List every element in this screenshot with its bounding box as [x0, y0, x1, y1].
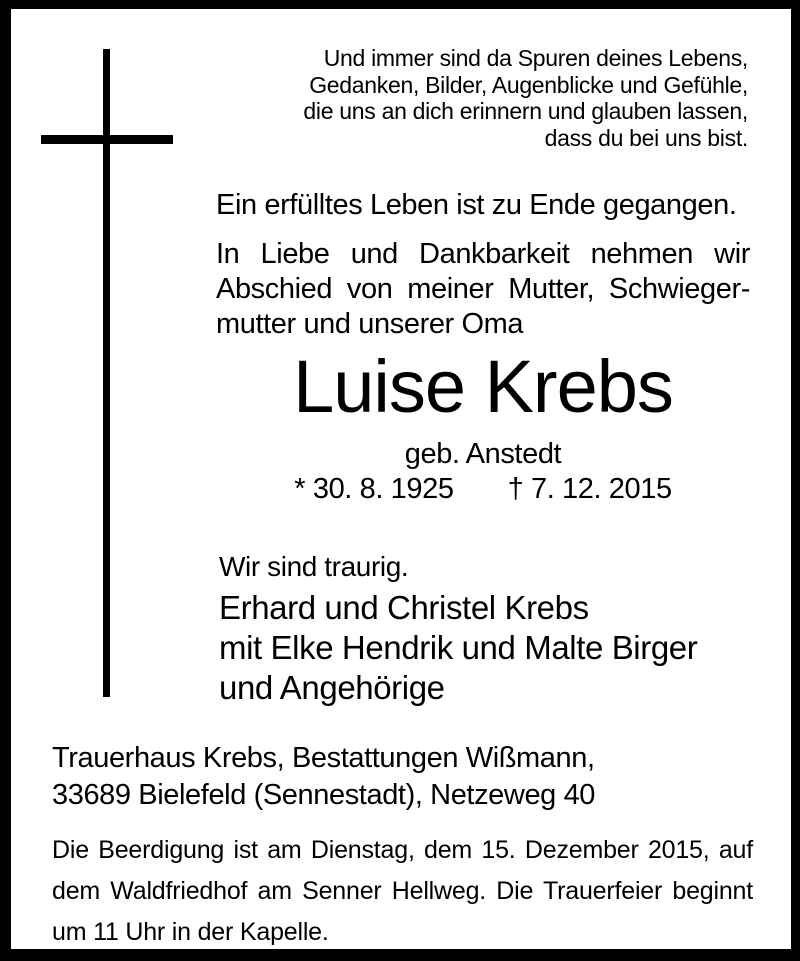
- verse-line: Gedanken, Bilder, Augenblicke und Gefühle,: [309, 71, 748, 98]
- burial-line: dem Waldfriedhof am Senner Hellweg. Die Trauerfeier beginnt: [52, 877, 753, 905]
- announcement-text: [216, 237, 750, 342]
- cross-horizontal-bar: [41, 135, 173, 144]
- funeral-home-address: [52, 740, 595, 814]
- verse-line: Und immer sind da Spuren deines Lebens,: [323, 45, 748, 71]
- burial-line: Die Beerdigung ist am Dienstag, dem 15. Dezember 2015, auf: [52, 836, 753, 864]
- birth-date: * 30. 8. 1925: [294, 473, 454, 505]
- burial-information: [52, 830, 753, 953]
- funeral-home-line: Trauerhaus Krebs, Bestattungen Wißmann,: [52, 742, 595, 774]
- mourner-line: und Angehörige: [219, 669, 445, 706]
- deceased-name: Luise Krebs: [293, 345, 673, 428]
- verse-line: die uns an dich erinnern und glauben lassen,: [303, 98, 748, 124]
- verse-line: dass du bei uns bist.: [544, 124, 748, 151]
- maiden-name: geb. Anstedt: [404, 438, 562, 470]
- announcement-line: Abschied von meiner Mutter, Schwieger-: [216, 273, 750, 305]
- funeral-home-line: 33689 Bielefeld (Sennestadt), Netzeweg 40: [52, 779, 596, 811]
- announcement-line: mutter und unserer Oma: [216, 308, 524, 340]
- life-dates: [216, 472, 750, 506]
- intro-statement: Ein erfülltes Leben ist zu Ende gegangen.: [216, 189, 737, 221]
- burial-line: um 11 Uhr in der Kapelle.: [52, 918, 329, 946]
- mourners-list: [219, 588, 697, 708]
- announcement-line: In Liebe und Dankbarkeit nehmen wir: [216, 238, 750, 270]
- mourner-line: mit Elke Hendrik und Malte Birger: [219, 629, 698, 666]
- memorial-verse: [303, 45, 748, 151]
- mourning-lead: Wir sind traurig.: [219, 551, 409, 582]
- cross-vertical-bar: [103, 49, 110, 697]
- death-date: † 7. 12. 2015: [507, 473, 672, 505]
- mourner-line: Erhard und Christel Krebs: [219, 589, 589, 626]
